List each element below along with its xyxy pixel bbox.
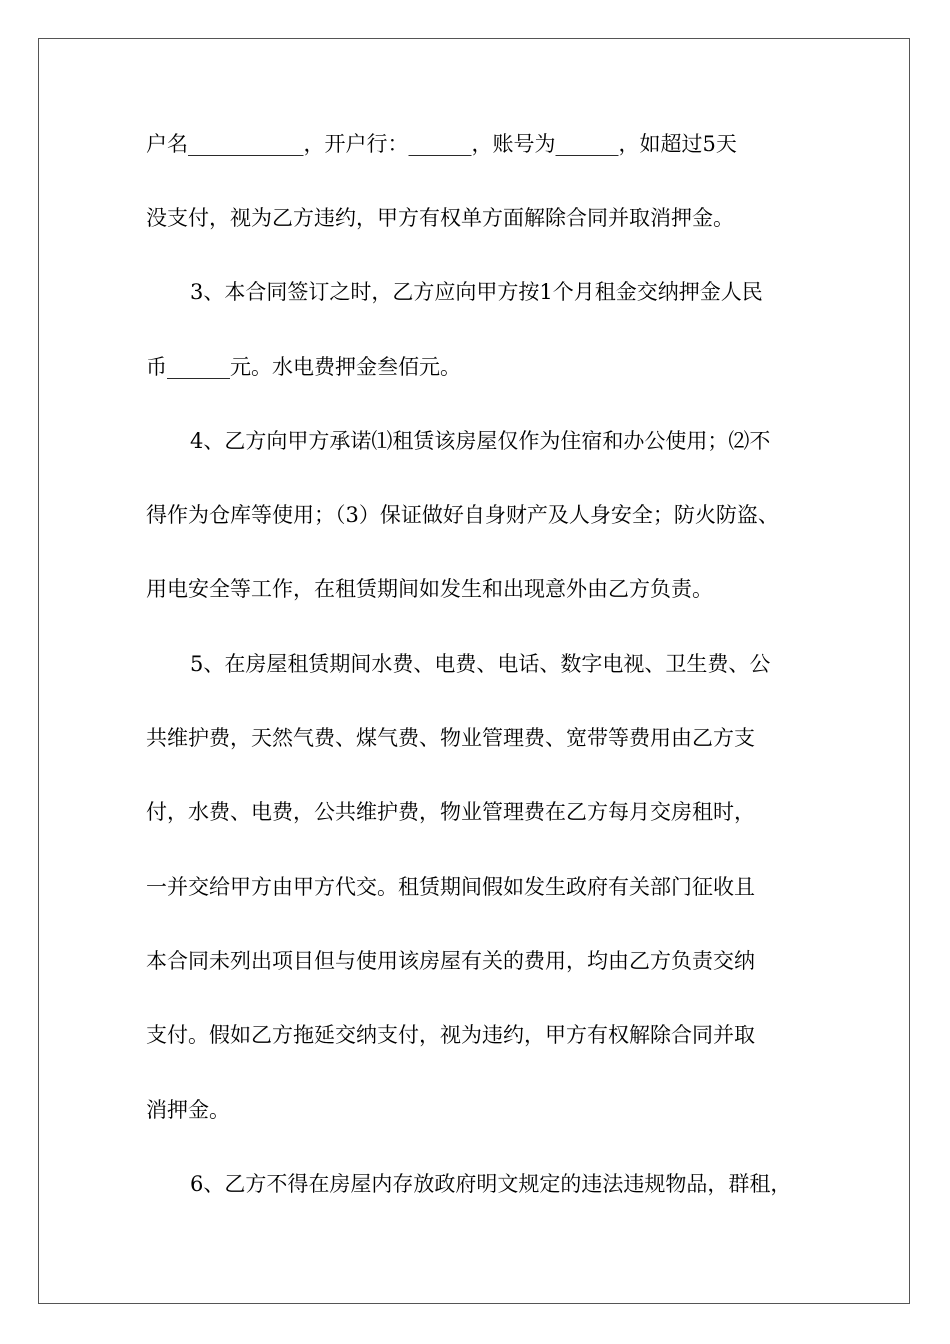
text-line: 付，水费、电费，公共维护费，物业管理费在乙方每月交房租时， [146,800,755,824]
text-line: 用电安全等工作，在租赁期间如发生和出现意外由乙方负责。 [146,577,713,601]
text-line: 一并交给甲方由甲方代交。租赁期间假如发生政府有关部门征收且 [146,875,755,899]
text-line: 户名___________，开户行：______，账号为______，如超过5天 [146,132,737,156]
text-line: 得作为仓库等使用；（3）保证做好自身财产及人身安全；防火防盗、 [146,503,779,527]
text-line: 支付。假如乙方拖延交纳支付，视为违约，甲方有权解除合同并取 [146,1023,755,1047]
clause-4-line: 4、乙方向甲方承诺⑴租赁该房屋仅作为住宿和办公使用；⑵不 [190,429,771,453]
clause-3-line: 3、本合同签订之时，乙方应向甲方按1个月租金交纳押金人民 [190,280,763,304]
clause-5-line: 5、在房屋租赁期间水费、电费、电话、数字电视、卫生费、公 [190,652,771,676]
text-line: 消押金。 [146,1098,230,1122]
text-line: 币______元。水电费押金叁佰元。 [146,355,461,379]
clause-6-line: 6、乙方不得在房屋内存放政府明文规定的违法违规物品，群租， [190,1172,792,1196]
text-line: 没支付，视为乙方违约，甲方有权单方面解除合同并取消押金。 [146,206,734,230]
text-line: 共维护费，天然气费、煤气费、物业管理费、宽带等费用由乙方支 [146,726,755,750]
text-line: 本合同未列出项目但与使用该房屋有关的费用，均由乙方负责交纳 [146,949,755,973]
